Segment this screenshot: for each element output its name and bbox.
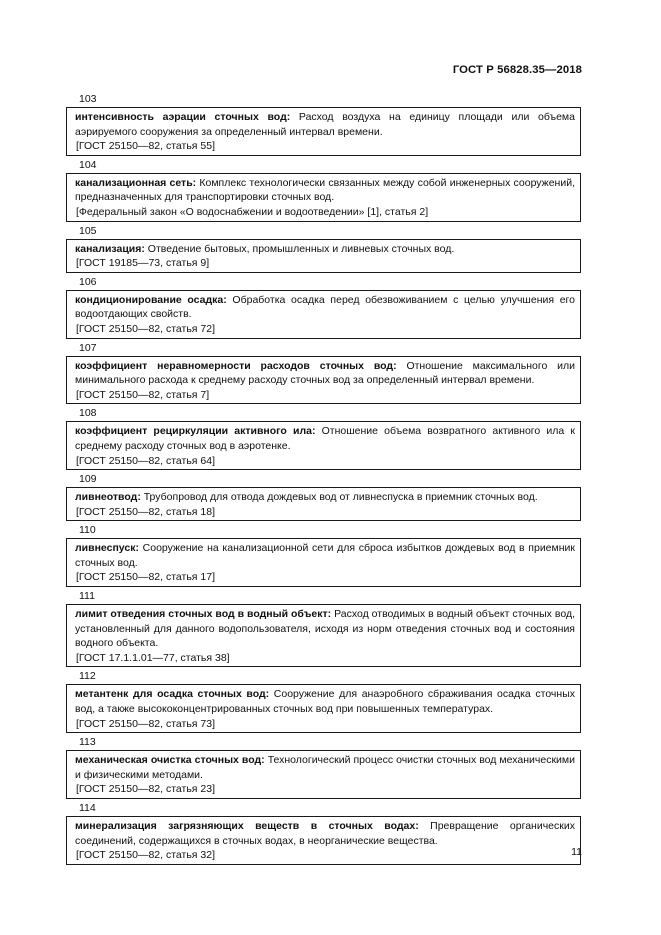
term-entry xyxy=(66,669,581,733)
term-definition: Расход воздуха на единицу площади или объема аэрируемого сооружения за определенный интервал времени. xyxy=(75,111,575,138)
term-definition: Отношение объема возвратного активного ила к среднему расходу сточных вод в аэротенке. xyxy=(75,425,575,452)
term-source: [ГОСТ 19185—73, статья 9] xyxy=(76,257,210,270)
term-number: 113 xyxy=(79,736,96,749)
term-number: 105 xyxy=(79,224,97,237)
term-number: 112 xyxy=(79,670,96,683)
term-definition: Отношение максимального или минимального расхода к среднему расходу сточных вод за определенный интервал времени. xyxy=(75,359,575,387)
term-definition-box xyxy=(66,750,581,799)
term-definition: Сооружение на канализационной сети для сброса избытков дождевых вод в приемник сточных вод. xyxy=(75,542,575,569)
term-source: [ГОСТ 25150—82, статья 32] xyxy=(76,849,215,862)
term-entry xyxy=(66,523,581,587)
term-source: [ГОСТ 25150—82, статья 55] xyxy=(76,140,215,153)
term-definition-box xyxy=(66,107,581,156)
term-number: 108 xyxy=(79,407,97,420)
term-source: [ГОСТ 25150—82, статья 17] xyxy=(76,571,215,584)
term-definition: Расход отводимых в водный объект сточных вод, установленный для данного водопользователя, исходя из норм отведения сточных вод и состояния водного объекта. xyxy=(75,608,575,650)
term-entry xyxy=(66,275,581,339)
term-definition-box xyxy=(66,816,581,865)
page-number: 11 xyxy=(571,846,582,858)
term-definition: Превращение органических соединений, содержащихся в сточных водах, в неорганические вещества. xyxy=(75,820,575,847)
term-definition: Обработка осадка перед обезвоживанием с целью улучшения его водоотдающих свойств. xyxy=(75,293,575,321)
term-name: ливнеспуск: xyxy=(75,542,139,555)
term-number: 106 xyxy=(79,275,97,288)
term-definition: Сооружение для анаэробного сбраживания осадка сточных вод, а также высококонцентрированных сточных вод при повышенных температурах. xyxy=(75,688,575,716)
term-source: [ГОСТ 17.1.1.01—77, статья 38] xyxy=(76,651,230,664)
term-number: 107 xyxy=(79,341,97,354)
term-source: [ГОСТ 25150—82, статья 23] xyxy=(76,783,215,796)
term-number: 103 xyxy=(79,93,97,105)
term-definition: Комплекс технологически связанных между собой инженерных сооружений, предназначенных для транспортировки сточных вод. xyxy=(75,176,575,204)
term-name: ливнеотвод: xyxy=(75,491,141,504)
term-definition-box xyxy=(66,487,581,521)
term-entry xyxy=(66,158,581,222)
term-name: механическая очистка сточных вод: xyxy=(75,754,265,767)
term-entry xyxy=(66,589,581,667)
term-name: минерализация загрязняющих веществ в сточных водах: xyxy=(75,820,419,832)
term-name: канализационная сеть: xyxy=(75,176,197,189)
term-entry xyxy=(66,341,581,405)
term-number: 114 xyxy=(79,802,96,814)
term-name: кондиционирование осадка: xyxy=(75,293,227,306)
term-entry xyxy=(66,406,581,470)
term-source: [ГОСТ 25150—82, статья 7] xyxy=(76,388,210,401)
term-name: метантенк для осадка сточных вод: xyxy=(75,688,270,701)
terms-list xyxy=(66,92,581,865)
term-number: 111 xyxy=(79,590,95,603)
term-definition-box xyxy=(66,538,581,587)
term-source: [ГОСТ 25150—82, статья 72] xyxy=(76,322,215,335)
term-name: канализация: xyxy=(75,242,145,255)
term-entry xyxy=(66,801,581,865)
term-name: интенсивность аэрации сточных вод: xyxy=(75,111,291,123)
term-entry xyxy=(66,472,581,521)
document-code-header: ГОСТ Р 56828.35—2018 xyxy=(452,64,582,76)
term-source: [Федеральный закон «О водоснабжении и водоотведении» [1], статья 2] xyxy=(76,205,429,218)
term-number: 110 xyxy=(79,524,96,537)
term-definition: Технологический процесс очистки сточных вод механическими и физическими методами. xyxy=(75,754,575,781)
term-entry xyxy=(66,92,581,156)
term-name: коэффициент рециркуляции активного ила: xyxy=(75,425,316,438)
term-source: [ГОСТ 25150—82, статья 73] xyxy=(76,717,215,730)
term-definition-box xyxy=(66,290,581,339)
term-definition: Трубопровод для отвода дождевых вод от ливнеспуска в приемник сточных вод. xyxy=(143,491,538,504)
term-number: 109 xyxy=(79,473,97,486)
term-entry xyxy=(66,224,581,273)
term-definition-box xyxy=(66,239,581,273)
term-definition-box xyxy=(66,173,581,222)
term-definition-box xyxy=(66,604,581,667)
term-number: 104 xyxy=(79,158,97,171)
term-name: коэффициент неравномерности расходов сточных вод: xyxy=(75,359,397,372)
term-entry xyxy=(66,735,581,799)
term-source: [ГОСТ 25150—82, статья 18] xyxy=(76,505,215,518)
term-definition: Отведение бытовых, промышленных и ливневых сточных вод. xyxy=(147,242,455,255)
term-definition-box xyxy=(66,421,581,470)
term-name: лимит отведения сточных вод в водный объект: xyxy=(75,608,332,621)
term-source: [ГОСТ 25150—82, статья 64] xyxy=(76,454,215,467)
term-definition-box xyxy=(66,684,581,733)
term-definition-box xyxy=(66,356,581,405)
